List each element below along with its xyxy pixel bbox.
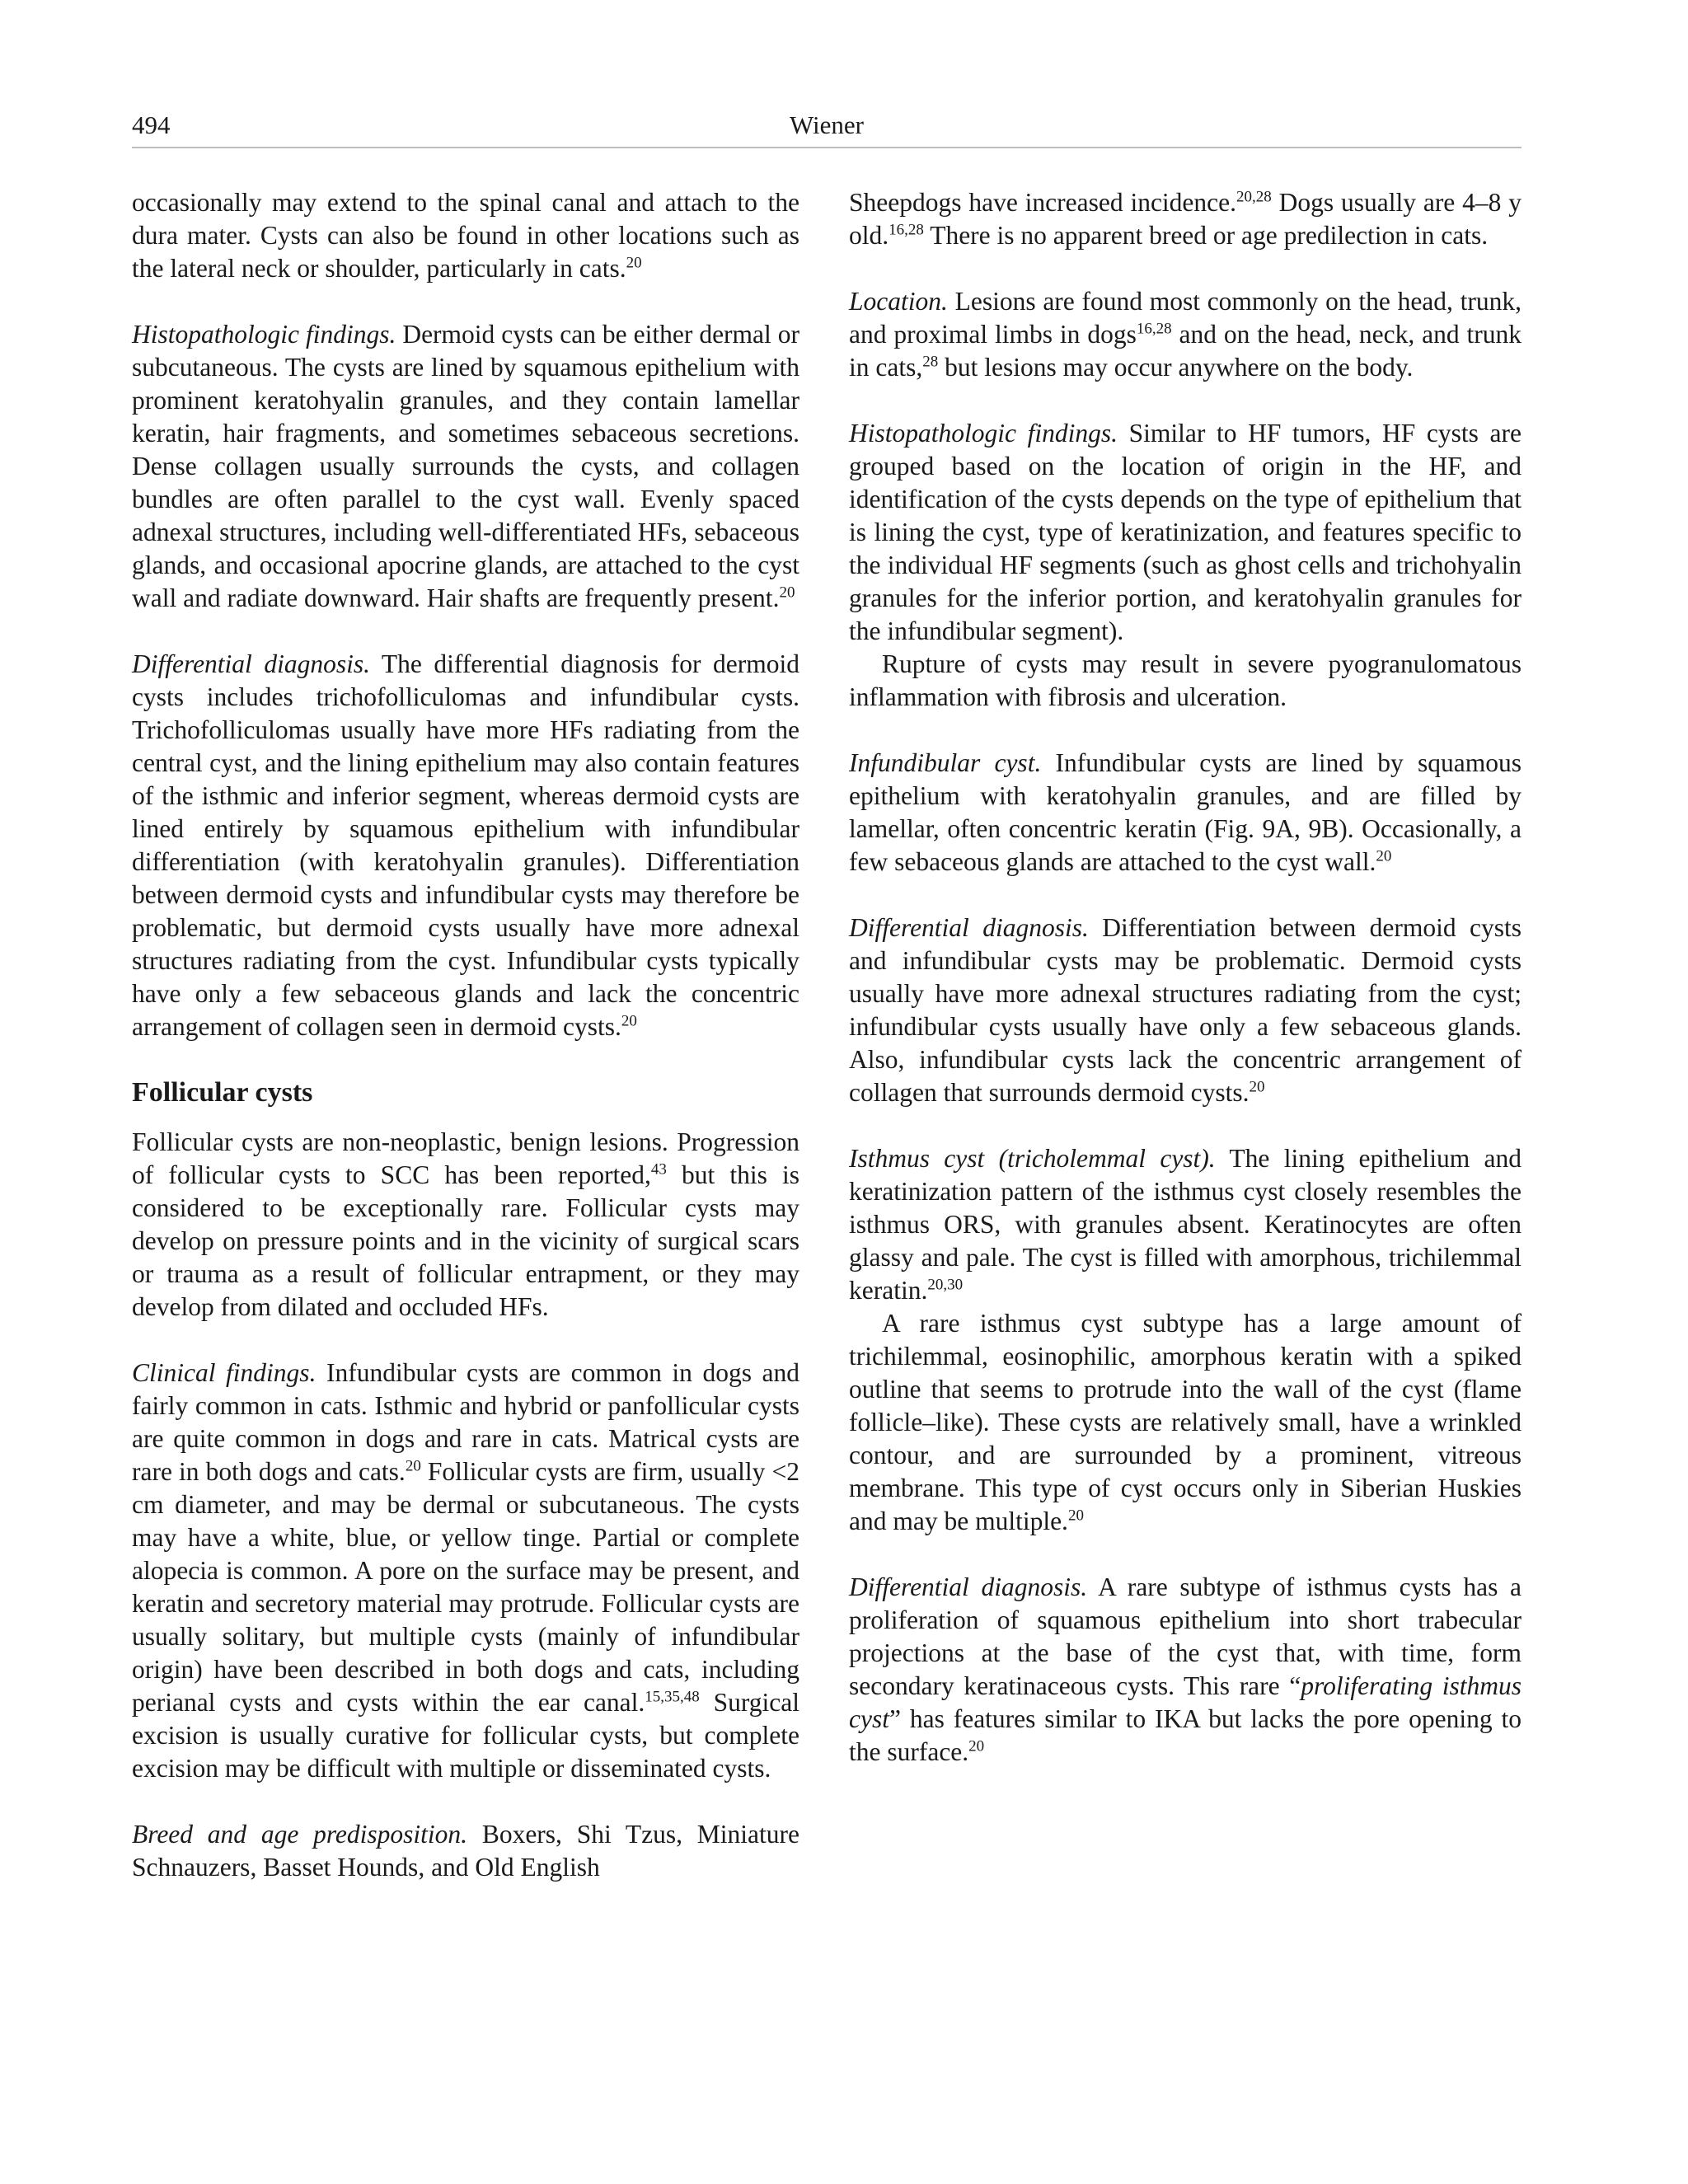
paragraph-text: but this is considered to be exceptionally rare. Follicular cysts may develop on pressure points and in the vicinity of surgical scars or trauma as a result of follicular entrapment, or they may develop from dilated and occluded HFs. [132, 1160, 799, 1321]
right-column [849, 186, 1522, 1769]
paragraph-lead: Differential diagnosis. [849, 1572, 1088, 1601]
paragraph [132, 1818, 799, 1884]
citation: 20 [621, 1012, 637, 1030]
paragraph-lead: Differential diagnosis. [132, 649, 370, 678]
citation: 28 [922, 353, 939, 371]
citation: 16,28 [1136, 320, 1172, 338]
paragraph [849, 1142, 1522, 1307]
running-head: Wiener [790, 110, 864, 139]
paragraph [849, 417, 1522, 648]
paragraph [132, 1126, 799, 1324]
citation: 16,28 [889, 221, 924, 239]
paragraph-lead: Isthmus cyst (tricholemmal cyst). [849, 1144, 1216, 1173]
citation: 20 [1376, 847, 1392, 865]
paragraph-text: Sheepdogs have increased incidence. [849, 188, 1237, 217]
paragraph-text: Rupture of cysts may result in severe pyogranulomatous inflammation with fibrosis and ulceration. [849, 649, 1522, 711]
citation: 20 [968, 1737, 985, 1755]
paragraph [132, 318, 799, 615]
paragraph-text: occasionally may extend to the spinal canal and attach to the dura mater. Cysts can also be found in other locations such as the lateral neck or shoulder, particularly in cats. [132, 188, 799, 283]
paragraph-text: Surgical excision is usually curative for follicular cysts, but complete excision may be difficult with multiple or disseminated cysts. [132, 1688, 800, 1783]
left-column [132, 186, 799, 1884]
paragraph-text: and on the head, neck, and trunk in cats, [849, 320, 1522, 382]
citation: 20 [1067, 1507, 1084, 1525]
paragraph-lead: Differential diagnosis. [849, 913, 1089, 942]
citation: 20 [626, 254, 642, 272]
paragraph [849, 648, 1522, 714]
page-number: 494 [132, 110, 171, 139]
paragraph [849, 1307, 1522, 1538]
paragraph-text: Lesions are found most commonly on the head, trunk, and proximal limbs in dogs [849, 287, 1522, 349]
paragraph-lead: Location. [849, 287, 948, 316]
paragraph-text: Dermoid cysts can be either dermal or subcutaneous. The cysts are lined by squamous epithelium with prominent keratohyalin granules, and they contain lamellar keratin, hair fragments, and sometimes sebaceous secretions. Dense collagen usually surrounds the cysts, and collagen bundles are often parallel to the cyst wall. Evenly spaced adnexal structures, including well-differentiated HFs, sebaceous glands, and occasional apocrine glands, are attached to the cyst wall and radiate downward. Hair shafts are frequently present. [132, 320, 799, 612]
page-header [132, 105, 1522, 148]
paragraph-text: Similar to HF tumors, HF cysts are grouped based on the location of origin in the HF, and identification of the cysts depends on the type of epithelium that is lining the cyst, type of keratinization, and features specific to the individual HF segments (such as ghost cells and trichohyalin granules for the inferior portion, and keratohyalin granules for the infundibular segment). [849, 419, 1522, 645]
paragraph-lead: Histopathologic findings. [132, 320, 396, 349]
paragraph-lead: Breed and age predisposition. [132, 1820, 468, 1849]
paragraph-text: Infundibular cysts are common in dogs and fairly common in cats. Isthmic and hybrid or panfollicular cysts are quite common in dogs and rare in cats. Matrical cysts are rare in both dogs and cats. [132, 1358, 799, 1486]
paragraph-lead: Clinical findings. [132, 1358, 316, 1387]
paragraph [849, 186, 1522, 252]
paragraph-text: Follicular cysts are firm, usually <2 cm diameter, and may be dermal or subcutaneous. The cysts may have a white, blue, or yellow tinge. Partial or complete alopecia is common. A pore on the surface may be present, and keratin and secretory material may protrude. Follicular cysts are usually solitary, but multiple cysts (mainly of infundibular origin) have been described in both dogs and cats, including perianal cysts and cysts within the ear canal. [132, 1457, 799, 1717]
paragraph-text: Infundibular cysts are lined by squamous epithelium with keratohyalin granules, and are filled by lamellar, often concentric keratin (Fig. 9A, 9B). Occasionally, a few sebaceous glands are attached to the cyst wall. [849, 748, 1522, 876]
citation: 43 [650, 1160, 667, 1179]
paragraph-text: There is no apparent breed or age predilection in cats. [923, 221, 1489, 250]
paragraph [849, 912, 1522, 1109]
paragraph-text: A rare subtype of isthmus cysts has a proliferation of squamous epithelium into short trabecular projections at the base of the cyst that, with time, form secondary keratinaceous cysts. This rare “ [849, 1572, 1522, 1700]
paragraph-lead: Histopathologic findings. [849, 419, 1118, 448]
paragraph [132, 1357, 799, 1785]
paragraph-text: Follicular cysts are non-neoplastic, benign lesions. Progression of follicular cysts to SCC has been reported, [132, 1127, 799, 1189]
citation: 20 [405, 1457, 421, 1475]
paragraph [132, 648, 799, 1043]
paragraph-text: ” has features similar to IKA but lacks the pore opening to the surface. [849, 1704, 1522, 1766]
paragraph-lead: Infundibular cyst. [849, 748, 1042, 777]
citation: 20,30 [927, 1276, 964, 1294]
paragraph-text: Differentiation between dermoid cysts and infundibular cysts may be problematic. Dermoid cysts usually have more adnexal structures radiating from the cyst; infundibular cysts usually have only a few sebaceous glands. Also, infundibular cysts lack the concentric arrangement of collagen that surrounds dermoid cysts. [849, 913, 1522, 1107]
paragraph-text: The differential diagnosis for dermoid cysts includes trichofolliculomas and infundibular cysts. Trichofolliculomas usually have more HFs radiating from the central cyst, and the lining epithelium may also contain features of the isthmic and inferior segment, whereas dermoid cysts are lined entirely by squamous epithelium with infundibular differentiation (with keratohyalin granules). Differentiation between dermoid cysts and infundibular cysts may therefore be problematic, but dermoid cysts usually have more adnexal structures radiating from the cyst. Infundibular cysts typically have only a few sebaceous glands and lack the concentric arrangement of collagen seen in dermoid cysts. [132, 649, 799, 1041]
paragraph-text: A rare isthmus cyst subtype has a large amount of trichilemmal, eosinophilic, amorphous keratin with a spiked outline that seems to protrude into the wall of the cyst (flame follicle–like). These cysts are relatively small, have a wrinkled contour, and are surrounded by a prominent, vitreous membrane. This type of cyst occurs only in Siberian Huskies and may be multiple. [849, 1309, 1522, 1535]
paragraph [849, 747, 1522, 879]
citation: 15,35,48 [645, 1688, 700, 1706]
paragraph [849, 285, 1522, 384]
paragraph [132, 186, 799, 285]
paragraph-text: Boxers, Shi Tzus, Miniature Schnauzers, Basset Hounds, and Old English [132, 1820, 799, 1882]
section-heading: Follicular cysts [132, 1077, 313, 1108]
citation: 20 [1249, 1078, 1265, 1096]
paragraph [849, 1571, 1522, 1769]
paragraph-text: Dogs usually are 4–8 y old. [849, 188, 1522, 250]
paragraph-text: The lining epithelium and keratinization pattern of the isthmus cyst closely resembles the isthmus ORS, with granules absent. Keratinocytes are often glassy and pale. The cyst is filled with amorphous, trichilemmal keratin. [849, 1144, 1522, 1305]
citation: 20 [779, 583, 795, 602]
emphasized-term: proliferating isthmus cyst [849, 1671, 1522, 1733]
citation: 20,28 [1236, 188, 1272, 206]
paragraph-text: but lesions may occur anywhere on the body. [938, 353, 1414, 382]
